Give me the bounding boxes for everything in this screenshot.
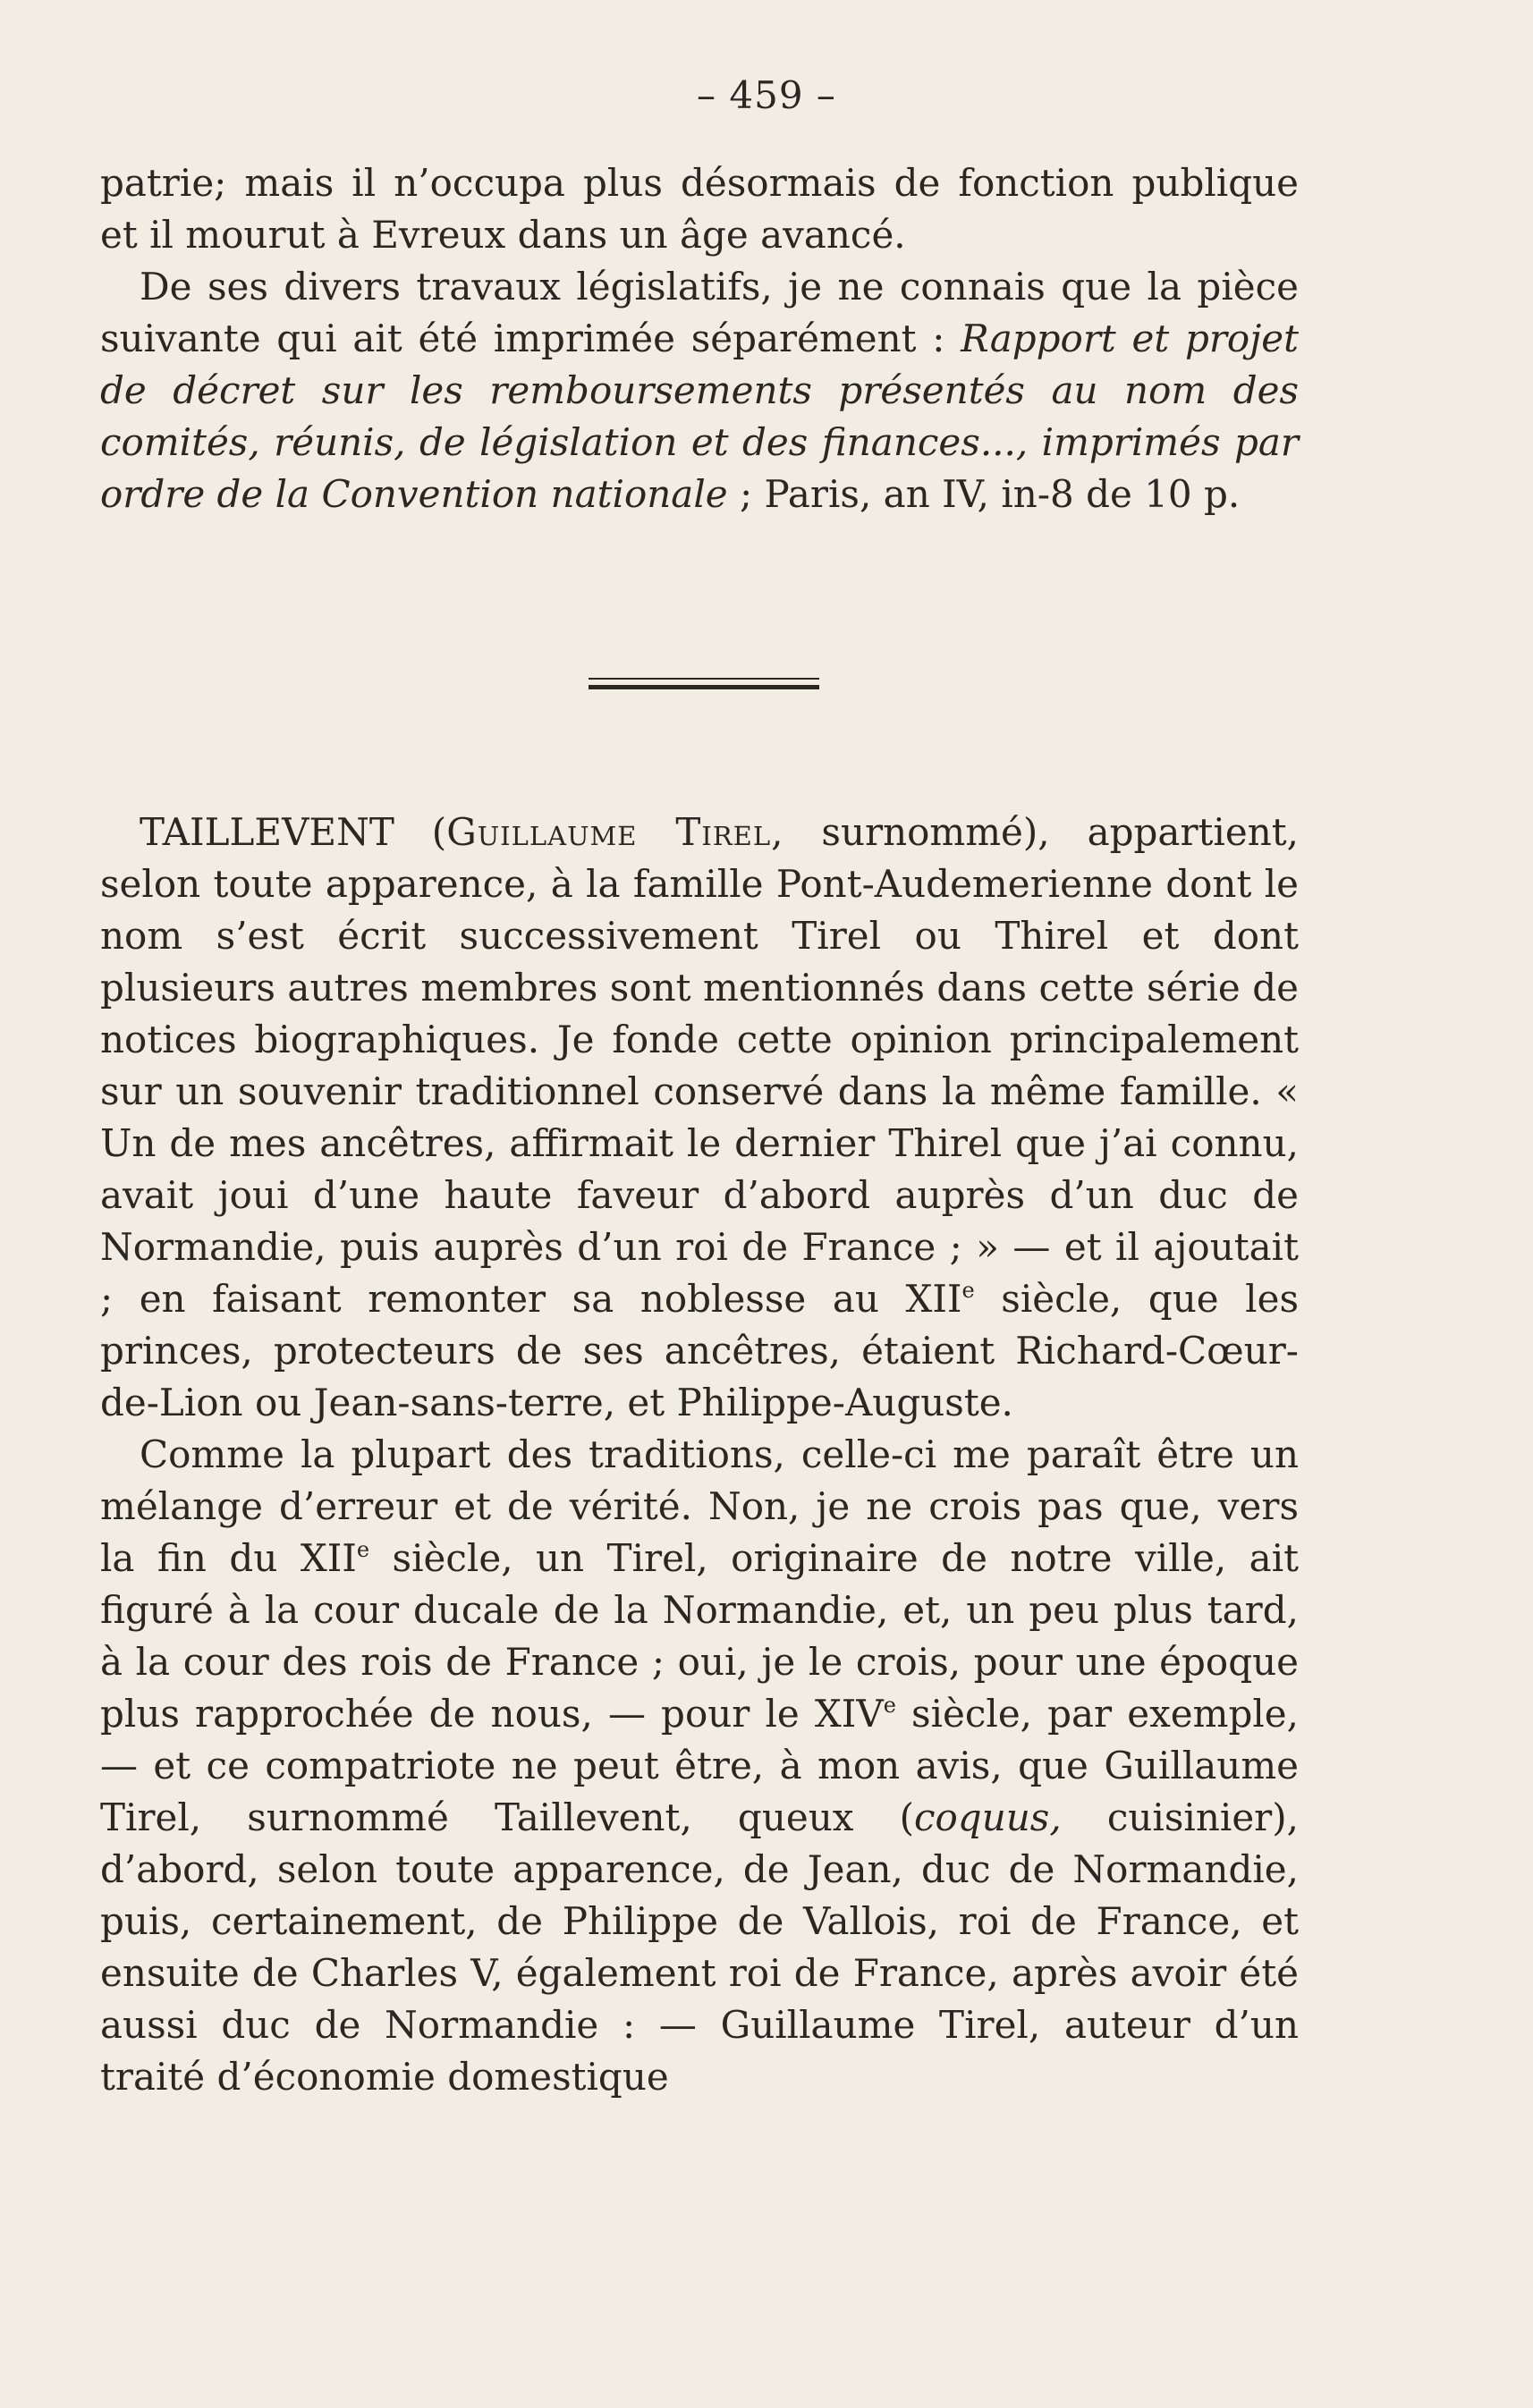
works-intro-text: De ses divers travaux législatifs, je ne connais que la pièce suivante qui ait été imprimée séparément : [100, 265, 1299, 360]
paragraph-traditions: Comme la plupart des traditions, celle-ci me paraît être un mélange d’erreur et de vérité. Non, je ne crois pas que, vers la fin du XIIe siècle, un Tirel, originaire de notre ville, ait figuré à la cour ducale de la Normandie, et, un peu plus tard, à la cour des rois de France ; oui, je le crois, pour une époque plus rapprochée de nous, — pour le XIVe siècle, par exemple, — et ce compatriote ne peut être, à mon avis, que Guillaume Tirel, surnommé Taillevent, queux (coquus, cuisinier), d’abord, selon toute apparence, de Jean, duc de Normandie, puis, certainement, de Philippe de Vallois, roi de France, et ensuite de Charles V, également roi de France, après avoir été aussi duc de Normandie : — Guillaume Tirel, auteur d’un traité d’économie domestique [100, 1432, 1300, 2099]
paragraph-taillevent-intro: TAILLEVENT (Guillaume Tirel, surnommé), appartient, selon toute apparence, à la famille Pont-Audemerienne dont le nom s’est écrit successivement Tirel ou Thirel et dont plusieurs autres membres sont mentionnés dans cette série de notices biographiques. Je fonde cette opinion principalement sur un souvenir traditionnel conservé dans la même famille. « Un de mes ancêtres, affirmait le dernier Thirel que j’ai connu, avait joui d’une haute faveur d’abord auprès d’un duc de Normandie, puis auprès d’un roi de France ; » — et il ajoutait ; en faisant remonter sa noblesse au XIIe siècle, que les princes, protecteurs de ses ancêtres, étaient Richard-Cœur-de-Lion ou Jean-sans-terre, et Philippe-Auguste. [100, 810, 1299, 1424]
text-block-top [100, 157, 1299, 520]
divider-rule-thin [589, 678, 819, 680]
page-number: – 459 – [697, 73, 836, 117]
report-title: Rapport et projet de décret sur les remboursements présentés au nom des comités, réunis, de législation et des finances..., [100, 317, 1299, 464]
century-superscript: e [356, 1537, 370, 1562]
page-number-value: 459 [729, 73, 804, 117]
entry-name: TAILLEVENT [140, 810, 394, 854]
paragraph-legislative-works [100, 261, 1299, 520]
century-superscript: e [961, 1278, 975, 1303]
paragraph-continuation: patrie; mais il n’occupa plus désormais de fonction publique et il mourut à Evreux dans un âge avancé. [100, 161, 1299, 257]
entry-fullname: Guillaume Tirel, [446, 810, 784, 854]
latin-term: coquus, [914, 1795, 1062, 1839]
printed-by-order: imprimés par ordre de la Convention nationale [100, 420, 1299, 516]
publication-details: ; Paris, an IV, in-8 de 10 p. [727, 472, 1241, 516]
century-superscript: e [883, 1693, 896, 1718]
divider-rule-thick [589, 685, 819, 689]
text-block-taillevent [100, 807, 1299, 2103]
section-divider [589, 678, 819, 689]
separator-text [1028, 420, 1041, 464]
